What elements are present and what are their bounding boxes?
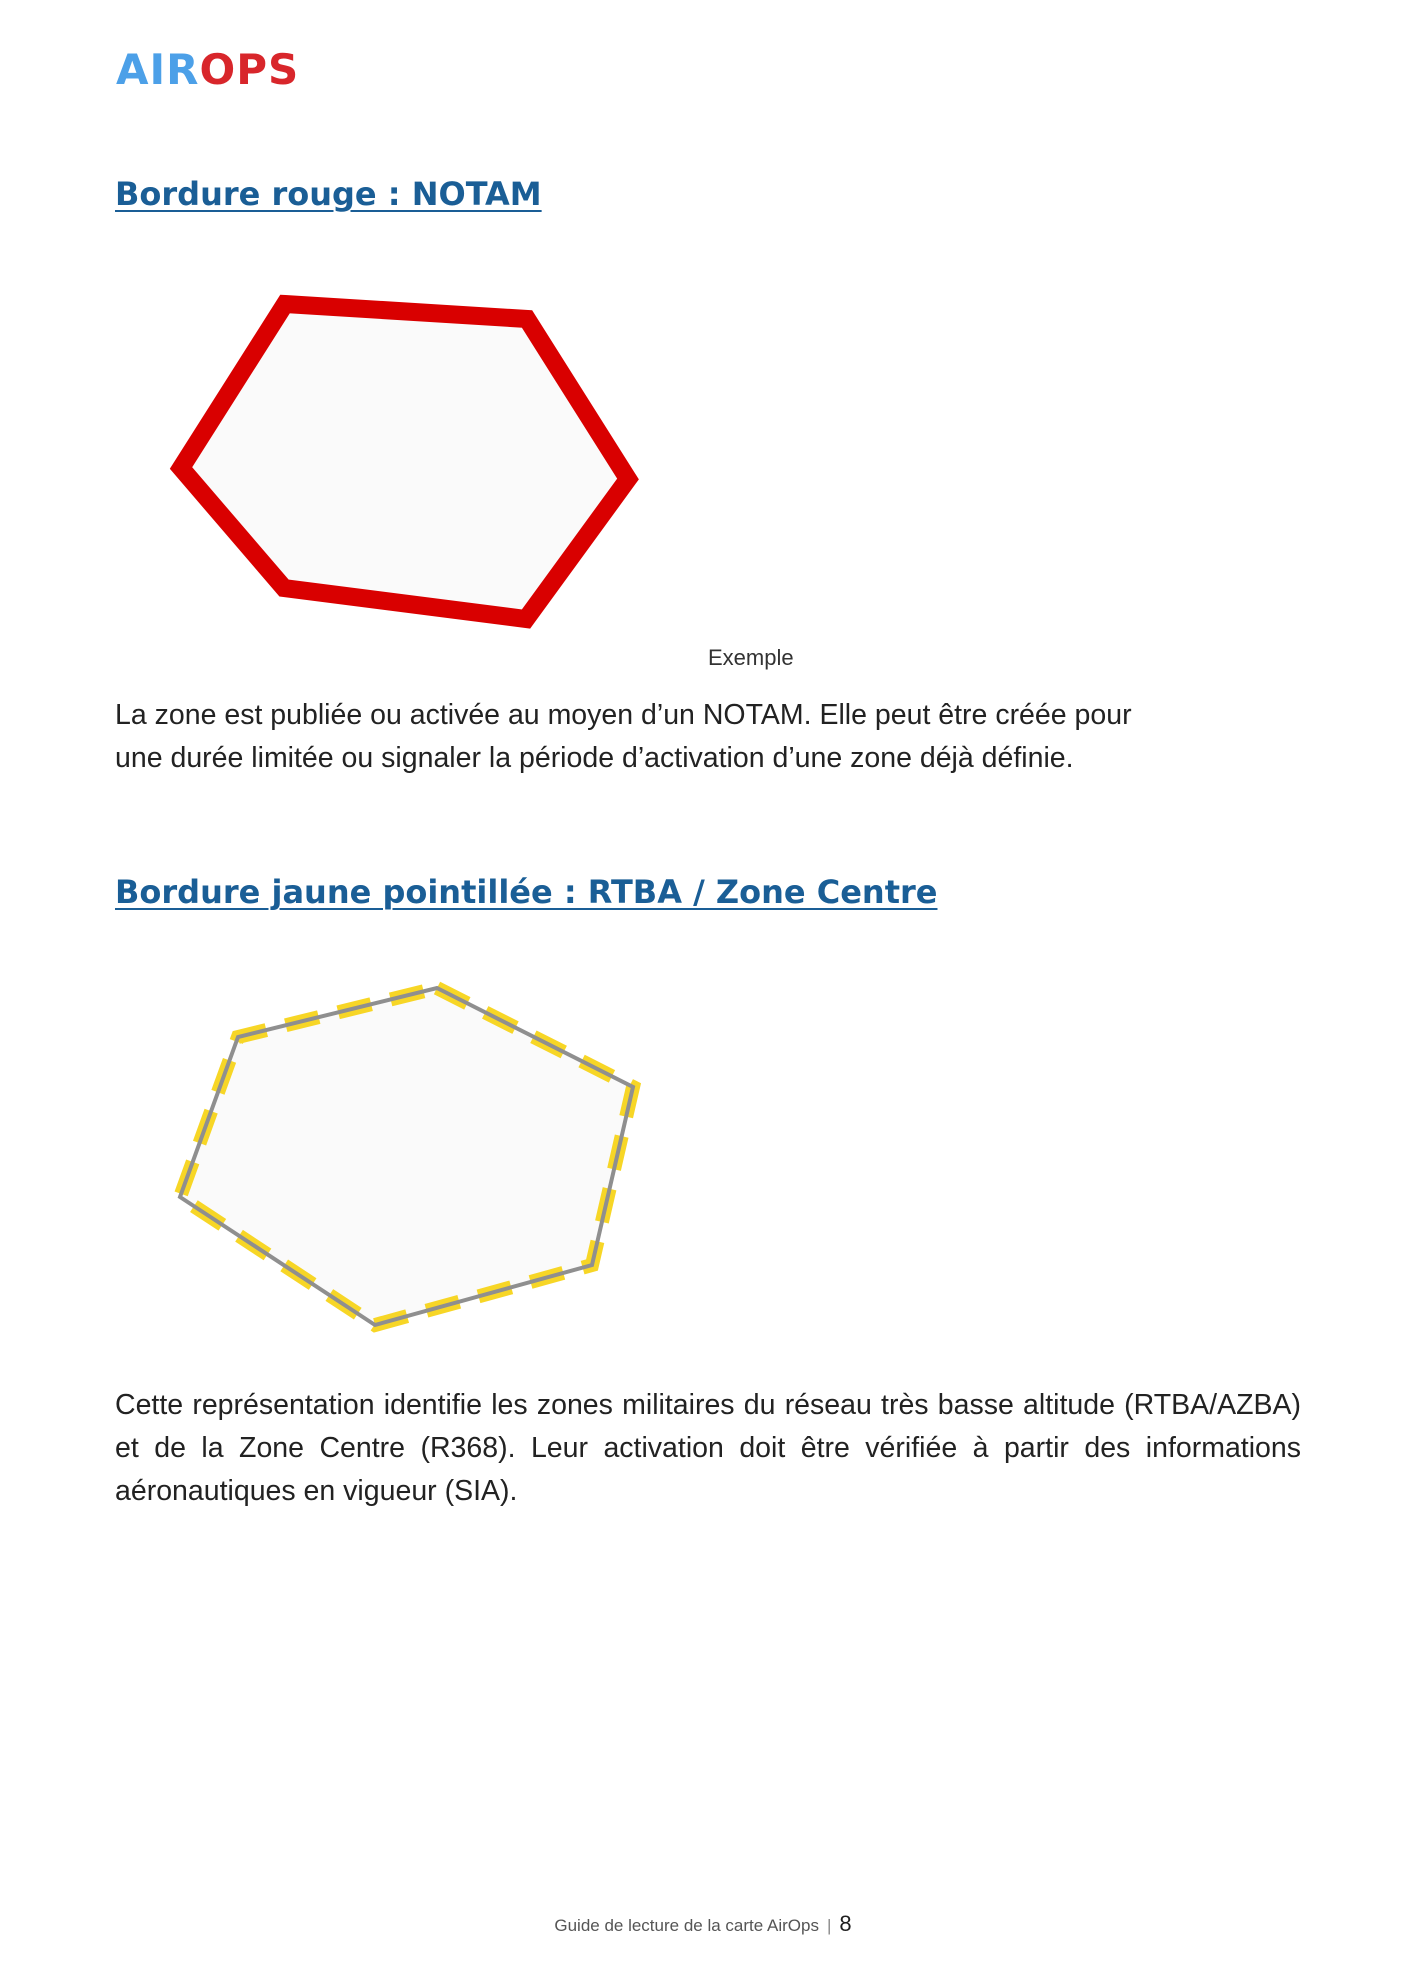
section-heading-rtba: Bordure jaune pointillée : RTBA / Zone Centre (115, 873, 938, 911)
footer-title: Guide de lecture de la carte AirOps (554, 1916, 819, 1935)
notam-description-line-2: une durée limitée ou signaler la période d’activation d’une zone déjà définie. (115, 742, 1074, 774)
notam-description-line-1: La zone est publiée ou activée au moyen d’un NOTAM. Elle peut être créée pour (115, 699, 1132, 731)
logo-ops-text: OPS (199, 45, 300, 94)
rtba-hexagon-graphic (160, 970, 680, 1350)
notam-hexagon-graphic (160, 280, 680, 640)
section-heading-notam: Bordure rouge : NOTAM (115, 175, 542, 213)
page-footer (0, 1910, 1406, 1940)
rtba-description: Cette représentation identifie les zones militaires du réseau très basse altitude (RTBA/AZBA) et de la Zone Centre (R368). Leur activation doit être vérifiée à partir des informations aéronautiques en vigueur (SIA). (115, 1389, 1301, 1507)
figure-caption: Exemple (708, 645, 794, 670)
notam-zone-example (160, 280, 680, 640)
rtba-zone-example (160, 970, 680, 1350)
footer-separator: | (826, 1916, 832, 1935)
page-number: 8 (839, 1911, 852, 1936)
logo-air-text: AIR (116, 45, 200, 94)
notam-zone-shape (181, 304, 628, 619)
notam-description (115, 694, 1301, 780)
airops-logo (116, 45, 300, 94)
